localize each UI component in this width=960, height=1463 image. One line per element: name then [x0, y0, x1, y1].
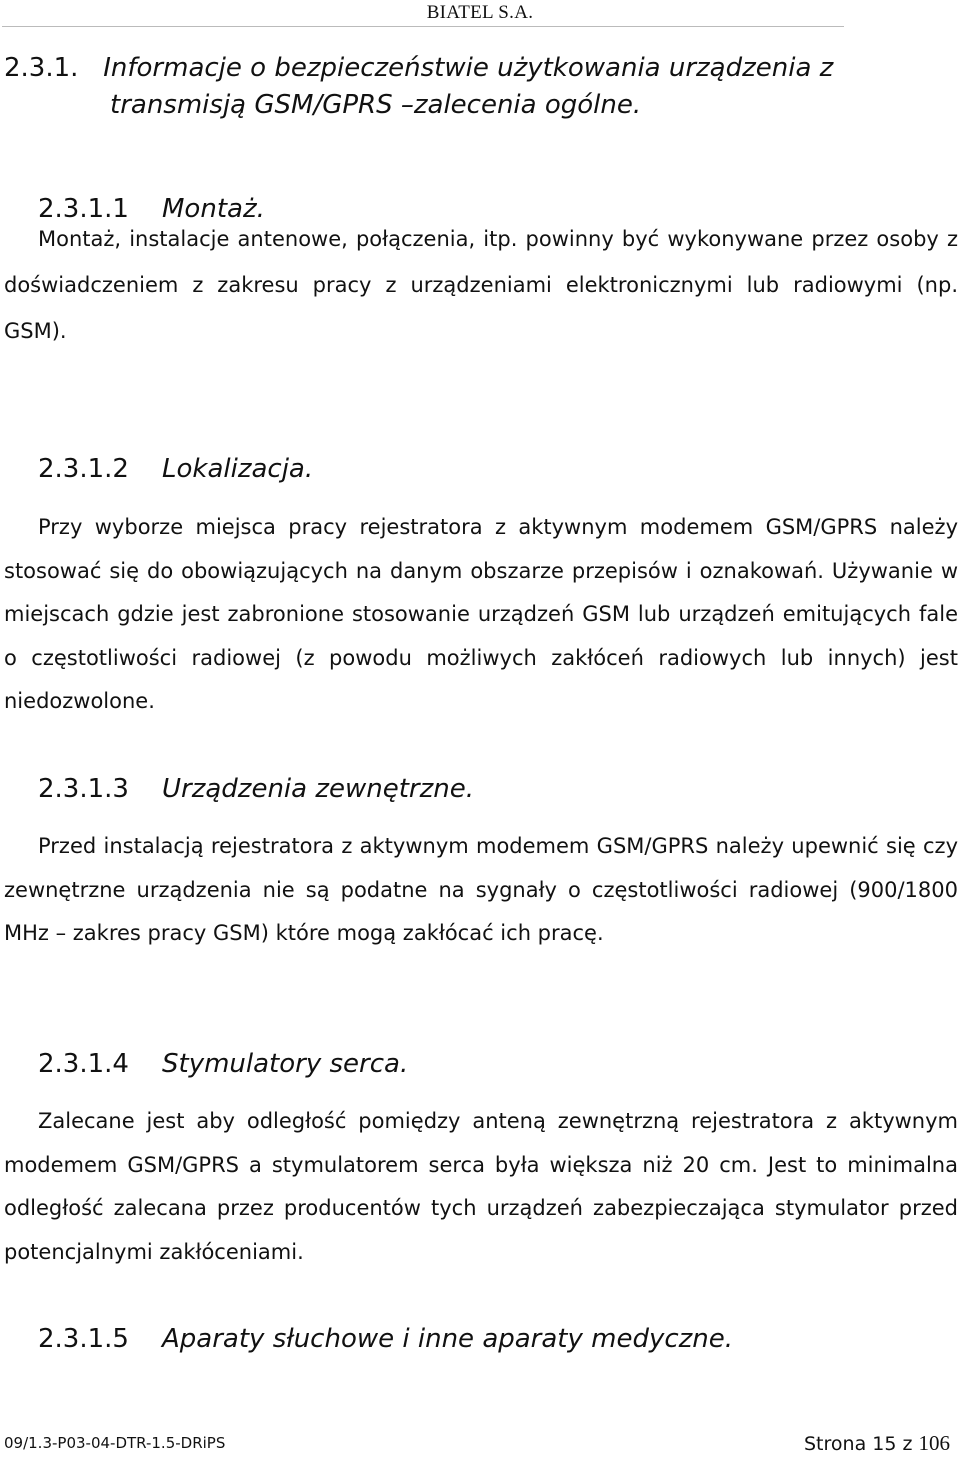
paragraph-stymulatory: Zalecane jest aby odległość pomiędzy anteną zewnętrzną rejestratora z aktywnym modemem GSM/GPRS a stymulatorem serca była większa niż 20 cm. Jest to minimalna odległość zalecana przez producentów tych urządzeń zabezpieczająca stymulator przed potencjalnymi zakłóceniami.: [4, 1109, 958, 1264]
section-title-line2: transmisją GSM/GPRS –zalecenia ogólne.: [110, 90, 642, 120]
header-divider: [2, 26, 844, 27]
page-label: Strona 15 z: [804, 1433, 913, 1455]
subsection-title: Urządzenia zewnętrzne.: [162, 774, 474, 804]
subsection-heading-lokalizacja: [38, 452, 313, 486]
footer-doc-id: 09/1.3-P03-04-DTR-1.5-DRiPS: [4, 1434, 226, 1452]
subsection-number: 2.3.1.1: [38, 194, 129, 224]
section-number: 2.3.1.: [4, 53, 79, 83]
paragraph-montaz: Montaż, instalacje antenowe, połączenia, itp. powinny być wykonywane przez osoby z doświadczeniem z zakresu pracy z urządzeniami elektronicznymi lub radiowymi (np. GSM).: [4, 227, 958, 343]
subsection-number: 2.3.1.4: [38, 1049, 129, 1079]
subsection-title: Aparaty słuchowe i inne aparaty medyczne.: [162, 1324, 734, 1354]
subsection-heading-aparaty: [38, 1322, 733, 1356]
footer-page-number: [804, 1431, 950, 1456]
section-title-line1: Informacje o bezpieczeństwie użytkowania urządzenia z: [103, 53, 834, 83]
subsection-number: 2.3.1.2: [38, 454, 129, 484]
subsection-title: Lokalizacja.: [162, 454, 314, 484]
subsection-heading-stymulatory: [38, 1047, 408, 1081]
subsection-number: 2.3.1.3: [38, 774, 129, 804]
subsection-number: 2.3.1.5: [38, 1324, 129, 1354]
paragraph-lokalizacja: Przy wyborze miejsca pracy rejestratora z aktywnym modemem GSM/GPRS należy stosować się do obowiązujących na danym obszarze przepisów i oznakowań. Używanie w miejscach gdzie jest zabronione stosowanie urządzeń GSM lub urządzeń emitujących fale o częstotliwości radiowej (z powodu możliwych zakłóceń radiowych lub innych) jest niedozwolone.: [4, 515, 958, 713]
header-company: BIATEL S.A.: [426, 2, 534, 23]
subsection-title: Montaż.: [162, 194, 265, 224]
paragraph-urzadzenia-zewnetrzne: Przed instalacją rejestratora z aktywnym modemem GSM/GPRS należy upewnić się czy zewnętrzne urządzenia nie są podatne na sygnały o częstotliwości radiowej (900/1800 MHz – zakres pracy GSM) które mogą zakłócać ich pracę.: [4, 834, 958, 945]
subsection-title: Stymulatory serca.: [162, 1049, 409, 1079]
subsection-heading-urzadzenia-zewnetrzne: [38, 772, 474, 806]
page-total: 106: [918, 1431, 950, 1455]
